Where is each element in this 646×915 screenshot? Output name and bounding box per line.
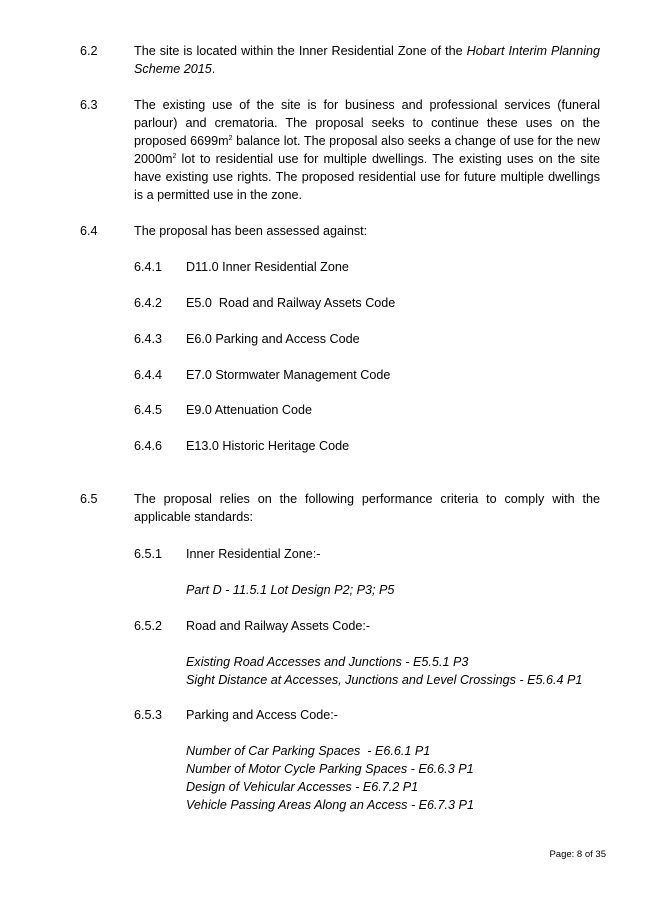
criteria-list <box>186 653 582 689</box>
criteria-item: Sight Distance at Accesses, Junctions and Level Crossings - E5.6.4 P1 <box>186 673 583 687</box>
criteria-item: Number of Car Parking Spaces - E6.6.1 P1 <box>186 744 431 758</box>
scheme-title: Hobart Interim Planning Scheme 2015 <box>134 44 600 76</box>
section-number: 6.3 <box>80 98 98 112</box>
criteria-item: Vehicle Passing Areas Along an Access - E6.7.3 P1 <box>186 798 474 812</box>
section-text: The proposal has been assessed against: <box>134 224 368 238</box>
list-item: 6.5.1 Inner Residential Zone:- <box>134 547 321 561</box>
list-item: 6.5.2 Road and Railway Assets Code:- <box>134 619 371 633</box>
list-item: 6.4.5 E9.0 Attenuation Code <box>134 403 313 417</box>
section-text: The site is located within the Inner Residential Zone of the Hobart Interim Planning Scheme 2015. <box>134 44 600 76</box>
section-6-5 <box>80 490 600 526</box>
page-number: Page: 8 of 35 <box>549 849 606 860</box>
section-6-3 <box>80 96 600 204</box>
criteria-list <box>186 742 474 814</box>
section-6-2 <box>80 42 600 78</box>
list-item: 6.5.3 Parking and Access Code:- <box>134 708 338 722</box>
section-6-4 <box>80 222 600 240</box>
section-text: The proposal relies on the following performance criteria to comply with the applicable standards: <box>134 492 600 524</box>
criteria-list <box>186 581 394 599</box>
section-number: 6.2 <box>80 44 98 58</box>
list-item: 6.4.6 E13.0 Historic Heritage Code <box>134 439 350 453</box>
criteria-item: Existing Road Accesses and Junctions - E5.5.1 P3 <box>186 655 469 669</box>
section-text: The existing use of the site is for business and professional services (funeral parlour) and crematoria. The proposal seeks to continue these uses on the proposed $6699m^2$ balance lot. The proposal also seeks a change of use for the new $2000m^2$ lot to residential use for multiple dwellings. The existing uses on the site have existing use rights. The proposed residential use for future multiple dwellings is a permitted use in the zone. <box>134 98 600 202</box>
section-number: 6.5 <box>80 492 98 506</box>
list-item: 6.4.2 E5.0 Road and Railway Assets Code <box>134 296 396 310</box>
criteria-item: Design of Vehicular Accesses - E6.7.2 P1 <box>186 780 419 794</box>
section-number: 6.4 <box>80 224 98 238</box>
list-item: 6.4.4 E7.0 Stormwater Management Code <box>134 368 391 382</box>
criteria-item: Part D - 11.5.1 Lot Design P2; P3; P5 <box>186 583 395 597</box>
list-item: 6.4.3 E6.0 Parking and Access Code <box>134 332 360 346</box>
list-item: 6.4.1 D11.0 Inner Residential Zone <box>134 260 349 274</box>
criteria-item: Number of Motor Cycle Parking Spaces - E6.6.3 P1 <box>186 762 474 776</box>
